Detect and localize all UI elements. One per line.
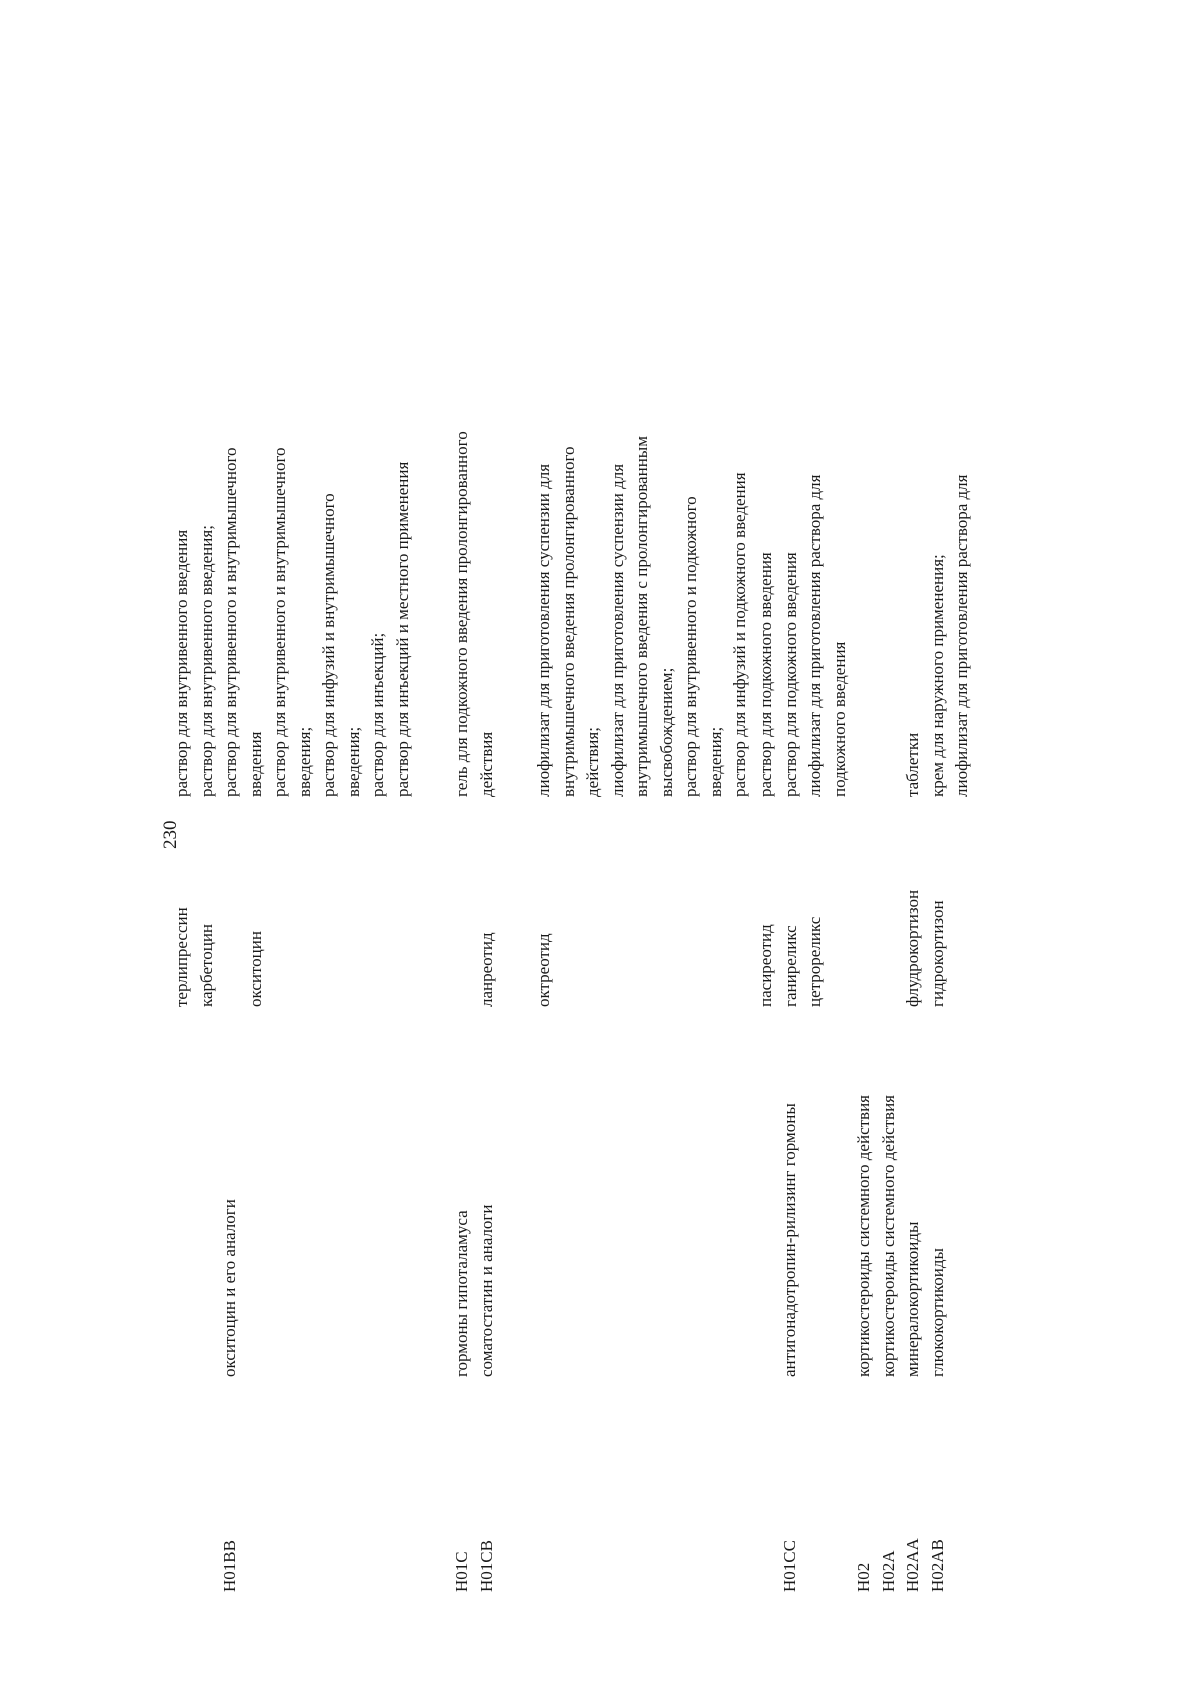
row-5-forms [852,475,975,797]
drug-name: флудрокортизон [903,889,922,1007]
dosage-form: раствор для подкожного введения [756,552,775,797]
row-1-names [218,1199,243,1377]
row-4-codes [778,1540,803,1592]
dosage-form: введения; [343,726,363,797]
dosage-form: гель для подкожного введения пролонгированного [452,431,471,797]
group-name: гормоны гипоталамуса [452,1210,471,1377]
group-name: кортикостероиды системного действия [854,1095,873,1377]
dosage-form: раствор для внутривенного введения [172,529,191,797]
dosage-form: высвобождением; [656,667,676,797]
row-2-names [450,1205,499,1378]
dosage-form: раствор для инфузий и внутримышечного [319,493,338,797]
dosage-form: введения; [705,726,725,797]
dosage-form: внутримышечного введения пролонгированного [558,446,578,797]
atc-code: H02AA [903,1538,922,1592]
dosage-form: подкожного введения [829,641,849,797]
dosage-form: лиофилизат для приготовления суспензии для [607,463,627,797]
dosage-form [877,475,902,797]
group-name: минералокортикоиды [903,1221,922,1377]
dosage-form: таблетки [903,732,922,797]
row-5-inns [852,890,950,1007]
drug-name: терлипрессин [172,907,191,1007]
page-number: 230 [160,820,181,849]
drug-name: карбетоцин [196,923,216,1007]
dosage-form: введения; [294,726,314,797]
dosage-form: лиофилизат для приготовления суспензии для [534,463,553,797]
row-3-inns [532,933,557,1007]
dosage-form: действия; [583,727,602,797]
atc-code: H02A [878,1550,898,1592]
row-2-inns [450,932,499,1007]
dosage-form: раствор для инъекций; [368,632,387,797]
dosage-form: лиофилизат для приготовления раствора для [805,474,824,797]
drug-name: ланреотид [476,932,496,1007]
rotated-content [160,120,1090,1612]
dosage-form: внутримышечного введения с пролонгированным [632,436,651,797]
drug-name: ганиреликс [780,925,800,1007]
dosage-form: раствор для внутривенного и внутримышечного [221,447,240,797]
drug-name [877,890,902,1007]
row-4-forms [754,475,852,797]
row-2-forms [450,431,499,797]
drug-name [450,932,475,1007]
group-name: антигонадотропин-рилизинг гормоны [780,1103,799,1377]
dosage-form: раствор для внутривенного и подкожного [681,496,700,797]
drug-name: окситоцин [245,931,265,1007]
row-4-names [778,1103,803,1377]
atc-code: H01CB [476,1540,496,1592]
dosage-form: раствор для инфузий и подкожного введения [730,472,749,797]
row-1-forms [170,447,415,797]
group-name: кортикостероиды системного действия [878,1095,898,1377]
row-4-inns [754,917,828,1007]
dosage-form: введения [245,731,265,797]
dosage-form: раствор для подкожного введения [780,552,800,797]
dosage-form: лиофилизат для приготовления раствора для [952,474,971,797]
dosage-form [852,475,877,797]
row-2-codes [450,1540,499,1592]
group-name: соматостатин и аналоги [476,1204,496,1377]
row-1-codes [218,1540,243,1592]
drug-name: октреотид [534,933,553,1007]
dosage-form: раствор для внутривенного и внутримышечного [270,447,289,797]
atc-code: H02 [854,1562,873,1592]
atc-code: H02AB [927,1539,947,1592]
drug-name [852,890,877,1007]
row-1-inns [170,907,268,1007]
row-5-names [852,1095,950,1377]
drug-name: гидрокортизон [927,900,947,1007]
atc-code: H01C [452,1551,471,1592]
dosage-form: раствор для внутривенного введения; [196,525,216,797]
row-5-codes [852,1538,950,1592]
dosage-form: крем для наружного применения; [927,554,947,797]
atc-code: H01BB [220,1540,239,1592]
drug-name [219,907,244,1007]
group-name: глюкокортикоиды [927,1248,947,1377]
dosage-form: раствор для инъекций и местного применения [392,461,412,797]
group-name: окситоцин и его аналоги [220,1199,239,1377]
dosage-form: действия [476,731,496,797]
atc-code: H01CC [780,1540,799,1592]
row-3-forms [532,436,753,797]
drug-name: пасиреотид [756,924,775,1007]
drug-name: цетрореликс [805,916,824,1007]
